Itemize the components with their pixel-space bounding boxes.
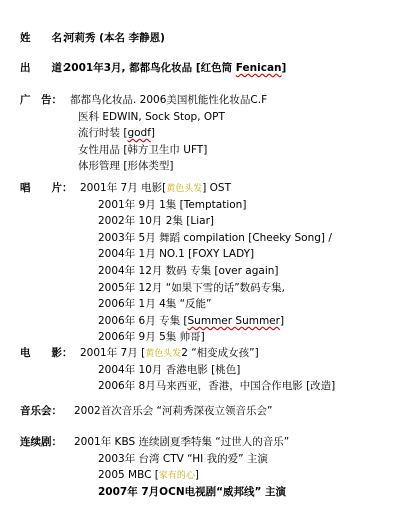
song-entry: 2002年 10月 2集 [Liar] bbox=[98, 215, 214, 228]
song-text: 2006年 6月 专集 [ bbox=[98, 314, 188, 327]
ads-line3-close: ] bbox=[150, 127, 155, 140]
film-entry bbox=[80, 347, 335, 364]
debut-text: 2001年3月, 都都鸟化妆品 [红色筒 bbox=[64, 62, 236, 74]
film-label: 电 影： bbox=[20, 347, 73, 359]
ads-line3-text: 流行时装 [ bbox=[78, 127, 128, 140]
name-value: 河莉秀 (本名 李静恩) bbox=[64, 32, 165, 44]
ads-list bbox=[70, 94, 267, 177]
debut-close: ] bbox=[281, 62, 287, 74]
song-entry: 2001年 9月 1集 [Temptation] bbox=[98, 198, 247, 211]
songs-label: 唱 片： bbox=[20, 182, 73, 194]
song-entry: 2004年 1月 NO.1 [FOXY LADY] bbox=[98, 248, 255, 261]
film-list bbox=[80, 347, 335, 397]
ads-line: 都都鸟化妆品. 2006美国机能性化妆品C.F bbox=[70, 94, 268, 106]
drama-entry bbox=[74, 469, 289, 486]
film-title: 黄色头发 bbox=[145, 349, 182, 359]
drama-entry: 2001年 KBS 连续剧夏季特集 “过世人的音乐” bbox=[74, 436, 290, 448]
song-entry: 2004年 12月 数码 专集 [over again] bbox=[98, 264, 279, 277]
ads-line: 体形管理 [形体类型] bbox=[78, 160, 174, 173]
song-entry: 2006年 1月 4集 “反能” bbox=[98, 298, 212, 311]
song-title: Summer Summer bbox=[187, 314, 280, 327]
song-entry: 2003年 5月 舞蹈 compilation [Cheeky Song] / bbox=[98, 231, 332, 244]
debut-value bbox=[64, 62, 286, 74]
drama-entry: 2003年 台湾 CTV “HI 我的爱” 主演 bbox=[98, 452, 268, 465]
song-entry: 2006年 9月 5集 帅哥] bbox=[98, 331, 205, 344]
song-text: 2001年 7月 电影[ bbox=[80, 182, 167, 194]
ads-line3-brand: godf bbox=[127, 127, 151, 140]
song-entry: 2005年 12月 “如果下雪的话”数码专集, bbox=[98, 281, 285, 294]
debut-brand: Fenican bbox=[235, 62, 282, 74]
film-suffix: 2 “相变成女孩”] bbox=[181, 347, 259, 359]
songs-list bbox=[80, 182, 332, 348]
film-text: 2001年 7月 [ bbox=[80, 347, 146, 359]
drama-title: 家有的心 bbox=[158, 471, 195, 482]
song-entry bbox=[80, 182, 332, 199]
ads-line: 女性用品 [韩方卫生巾 UFT] bbox=[78, 143, 208, 156]
song-title: 黄色头发 bbox=[166, 184, 203, 194]
drama-text: 2005 MBC [ bbox=[98, 469, 159, 482]
song-entry bbox=[80, 315, 332, 332]
debut-label: 出 道： bbox=[20, 62, 73, 74]
film-entry: 2004年 10月 香港电影 [桃色] bbox=[98, 363, 241, 376]
concert-label: 音乐会： bbox=[20, 405, 62, 417]
song-suffix: ] OST bbox=[202, 182, 231, 194]
drama-list bbox=[74, 436, 289, 502]
drama-suffix: ] bbox=[194, 469, 200, 482]
ads-line: 医科 EDWIN, Sock Stop, OPT bbox=[78, 110, 225, 123]
ads-label: 广 告： bbox=[20, 94, 62, 106]
concert-value: 2002首次音乐会 “河莉秀深夜立领音乐会” bbox=[74, 405, 273, 417]
name-label: 姓 名： bbox=[20, 32, 73, 44]
ads-line bbox=[70, 127, 267, 144]
film-entry: 2006年 8月马来西亚，香港，中国合作电影 [改造] bbox=[98, 380, 336, 393]
drama-label: 连续剧： bbox=[20, 436, 62, 448]
drama-entry: 2007年 7月OCN电视剧“威邦线” 主演 bbox=[98, 485, 287, 498]
song-suffix: ] bbox=[279, 314, 285, 327]
